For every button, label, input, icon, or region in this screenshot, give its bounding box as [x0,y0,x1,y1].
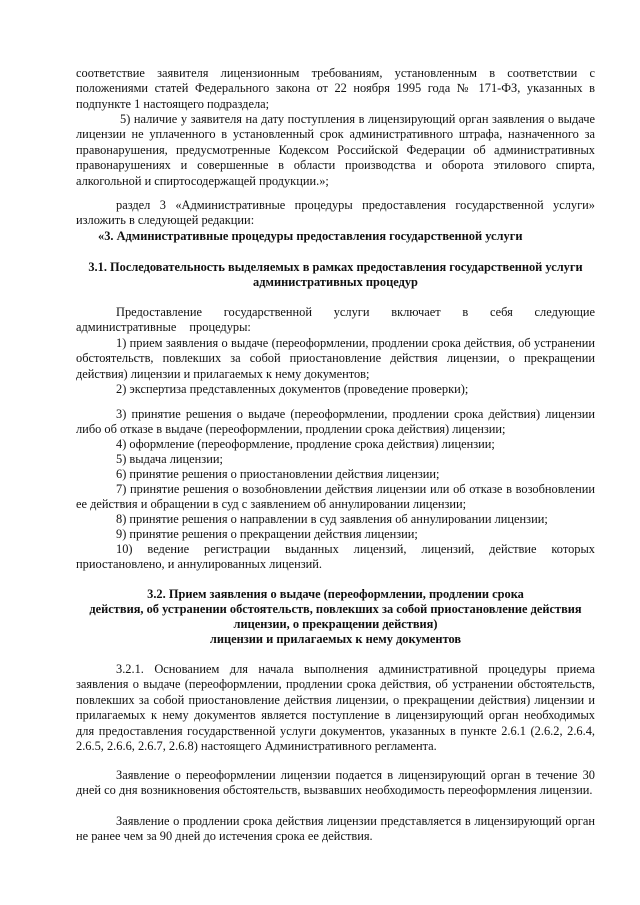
procedure-item-4: 4) оформление (переоформление, продление срока действия) лицензии; [116,437,495,451]
section-3-title: «3. Административные процедуры предоставления государственной услуги [98,229,523,243]
procedure-item-10: 10) ведение регистрации выданных лицензий, лицензий, действие которых приостановлено, и аннулированных лицензий. [76,542,595,572]
paragraph-3-2-1: 3.2.1. Основанием для начала выполнения административной процедуры приема заявления о выдаче (переоформлении, продлении срока действия, об устранении обстоятельств, повлекших за собой приостановление действия лицензии, о прекращении действия) лицензии и прилагаемых к нему документов является поступление в лицензирующий орган необходимых для предоставления государственной услуги документов, указанных в пункте 2.6.1 (2.6.2, 2.6.4, 2.6.5, 2.6.6, 2.6.7, 2.6.8) настоящего Административного регламента. [76,662,595,754]
procedure-item-2: 2) экспертиза представленных документов (проведение проверки); [116,382,469,396]
subsection-3-1-title-line-1: 3.1. Последовательность выделяемых в рамках предоставления государственной услуги [88,260,583,274]
procedure-item-5: 5) выдача лицензии; [116,452,223,466]
subsection-3-2-title-line-3: лицензии, о прекращении действия) [233,617,438,631]
procedure-item-6: 6) принятие решения о приостановлении действия лицензии; [116,467,440,481]
procedure-item-8: 8) принятие решения о направлении в суд заявления об аннулировании лицензии; [116,512,548,526]
subsection-3-2-title-line-4: лицензии и прилагаемых к нему документов [209,632,462,646]
procedure-item-9: 9) принятие решения о прекращении действия лицензии; [116,527,418,541]
paragraph-procedures-intro: Предоставление государственной услуги включает в себя следующие административные процедуры: [76,305,595,335]
paragraph-extension-deadline: Заявление о продлении срока действия лицензии представляется в лицензирующий орган не ранее чем за 90 дней до истечения срока ее действия. [76,814,595,844]
paragraph-item-5: 5) наличие у заявителя на дату поступления в лицензирующий орган заявления о выдаче лицензии не уплаченного в установленный срок административного штрафа, назначенного за правонарушения, предусмотренные Кодексом Российской Федерации об административных правонарушениях и совершенные в области производства и оборота этилового спирта, алкогольной и спиртосодержащей продукции.»; [76,112,595,188]
procedure-item-1: 1) прием заявления о выдаче (переоформлении, продлении срока действия, об устранении обстоятельств, повлекших за собой приостановление действия лицензии, о прекращении действия) лицензии и прилагаемых к нему документов; [76,336,595,381]
subsection-3-1-title-line-2: административных процедур [253,275,418,289]
procedure-item-7: 7) принятие решения о возобновлении действия лицензии или об отказе в возобновлении ее действия и обращении в суд с заявлением об аннулировании лицензии; [76,482,595,512]
procedure-item-3: 3) принятие решения о выдаче (переоформлении, продлении срока действия) лицензии либо об отказе в выдаче (переоформлении, продлении срока действия) лицензии; [76,407,595,437]
subsection-3-2-title-line-2: действия, об устранении обстоятельств, повлекших за собой приостановление действия [89,602,582,616]
subsection-3-2-title-line-1: 3.2. Прием заявления о выдаче (переоформлении, продлении срока [147,587,524,601]
paragraph-amendment-intro: раздел 3 «Административные процедуры предоставления государственной услуги» изложить в следующей редакции: [76,198,595,228]
paragraph-reissue-deadline: Заявление о переоформлении лицензии подается в лицензирующий орган в течение 30 дней со дня возникновения обстоятельств, вызвавших необходимость переоформления лицензии. [76,768,595,798]
paragraph-requirements: соответствие заявителя лицензионным требованиям, установленным в соответствии с положениями статей Федерального закона от 22 ноября 1995 года № 171-ФЗ, указанных в подпункте 1 настоящего подраздела; [76,66,595,111]
